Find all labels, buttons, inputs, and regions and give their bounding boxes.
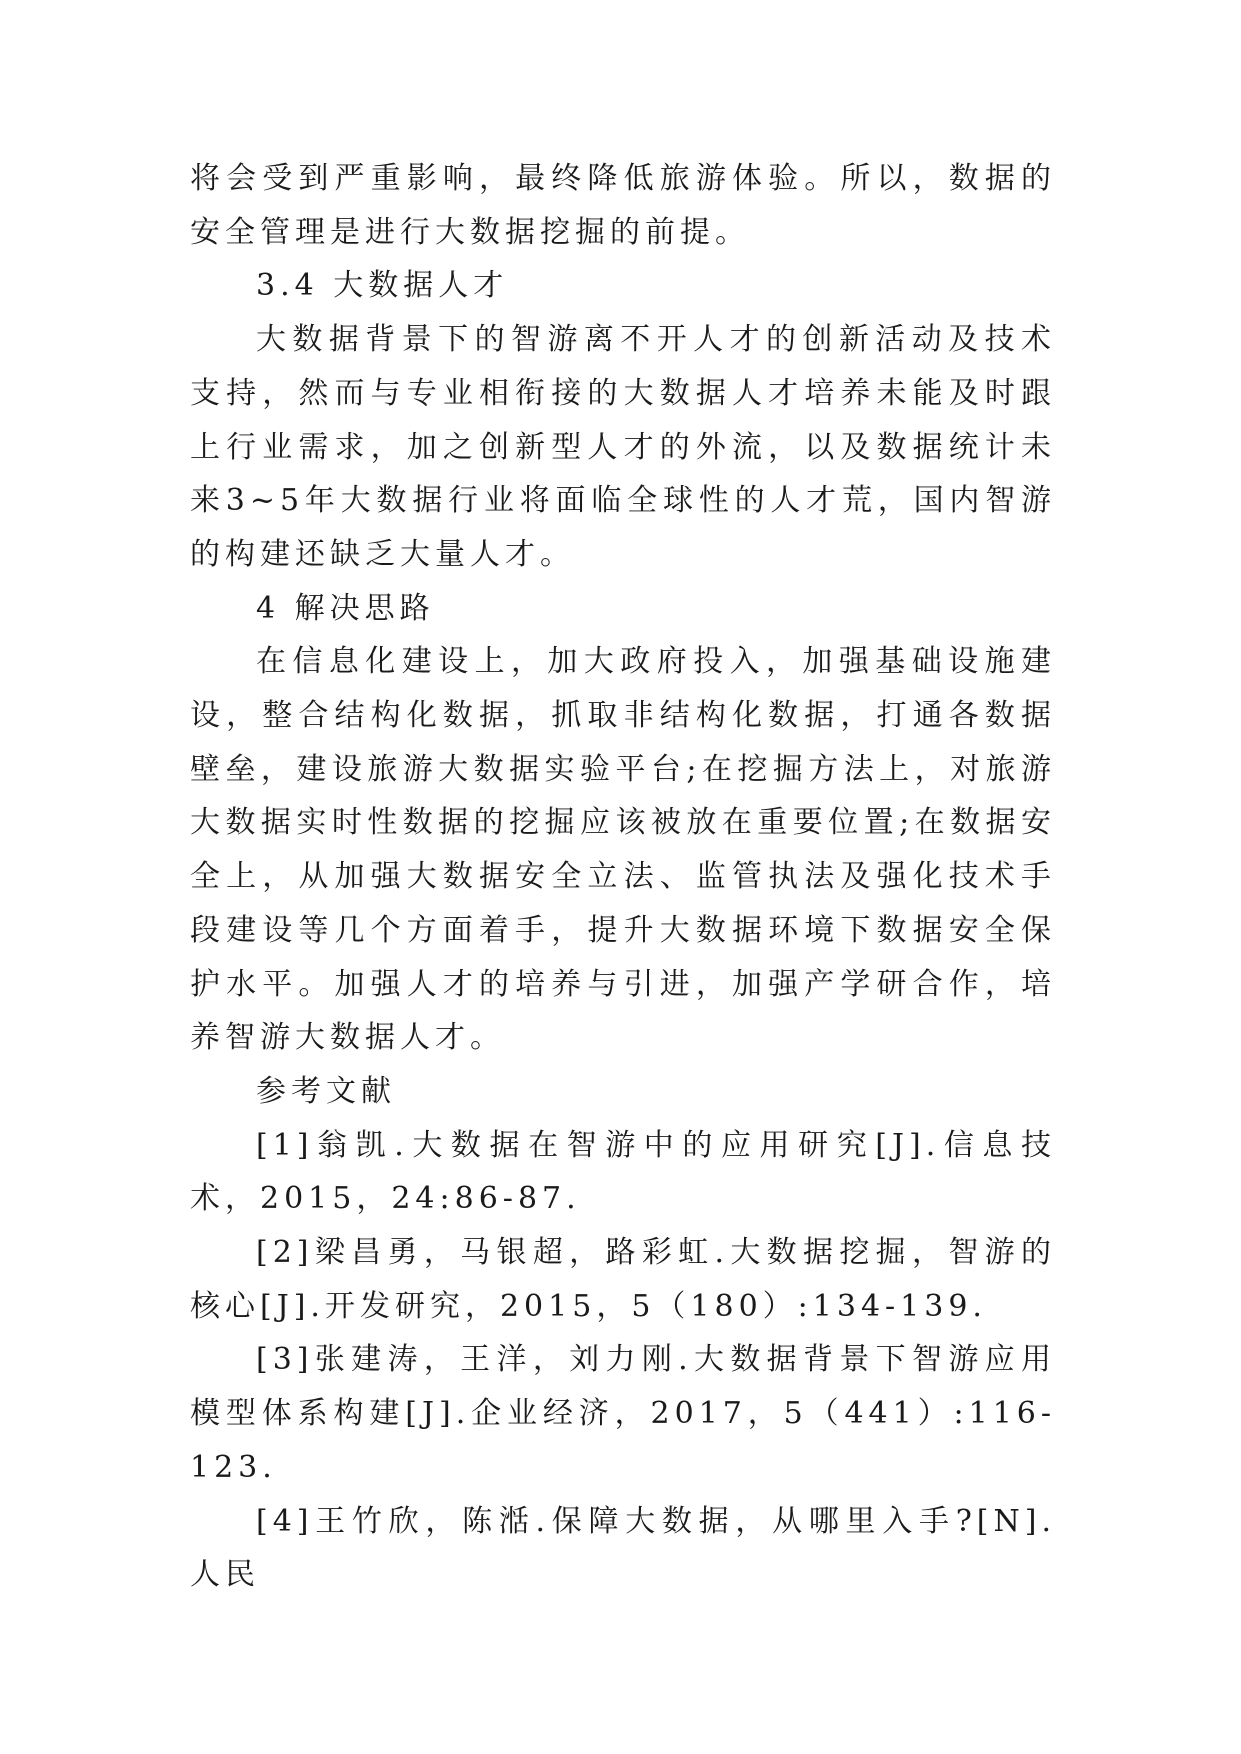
reference-item: [3]张建涛，王洋，刘力刚.大数据背景下智游应用模型体系构建[J].企业经济，2017，5（441）:116-123. bbox=[190, 1342, 1056, 1485]
reference-item: [2]梁昌勇，马银超，路彩虹.大数据挖掘，智游的核心[J].开发研究，2015，5（180）:134-139. bbox=[190, 1235, 1056, 1324]
reference-item: [4]王竹欣，陈湉.保障大数据，从哪里入手?[N].人民 bbox=[190, 1503, 1056, 1593]
document-page bbox=[190, 152, 1056, 1602]
references-heading: 参考文献 bbox=[256, 1073, 396, 1109]
section-heading-3-4: 3.4 大数据人才 bbox=[256, 268, 509, 304]
section-heading-4: 4 解决思路 bbox=[256, 590, 435, 626]
body-paragraph: 大数据背景下的智游离不开人才的创新活动及技术支持，然而与专业相衔接的大数据人才培养未能及时跟上行业需求，加之创新型人才的外流，以及数据统计未来3~5年大数据行业将面临全球性的人才荒，国内智游的构建还缺乏大量人才。 bbox=[190, 322, 1056, 572]
body-paragraph: 将会受到严重影响，最终降低旅游体验。所以，数据的安全管理是进行大数据挖掘的前提。 bbox=[190, 161, 1056, 250]
body-paragraph: 在信息化建设上，加大政府投入，加强基础设施建设，整合结构化数据，抓取非结构化数据，打通各数据壁垒，建设旅游大数据实验平台;在挖掘方法上，对旅游大数据实时性数据的挖掘应该被放在重要位置;在数据安全上，从加强大数据安全立法、监管执法及强化技术手段建设等几个方面着手，提升大数据环境下数据安全保护水平。加强人才的培养与引进，加强产学研合作，培养智游大数据人才。 bbox=[190, 644, 1056, 1056]
reference-item: [1]翁凯.大数据在智游中的应用研究[J].信息技术，2015，24:86-87. bbox=[190, 1127, 1056, 1217]
